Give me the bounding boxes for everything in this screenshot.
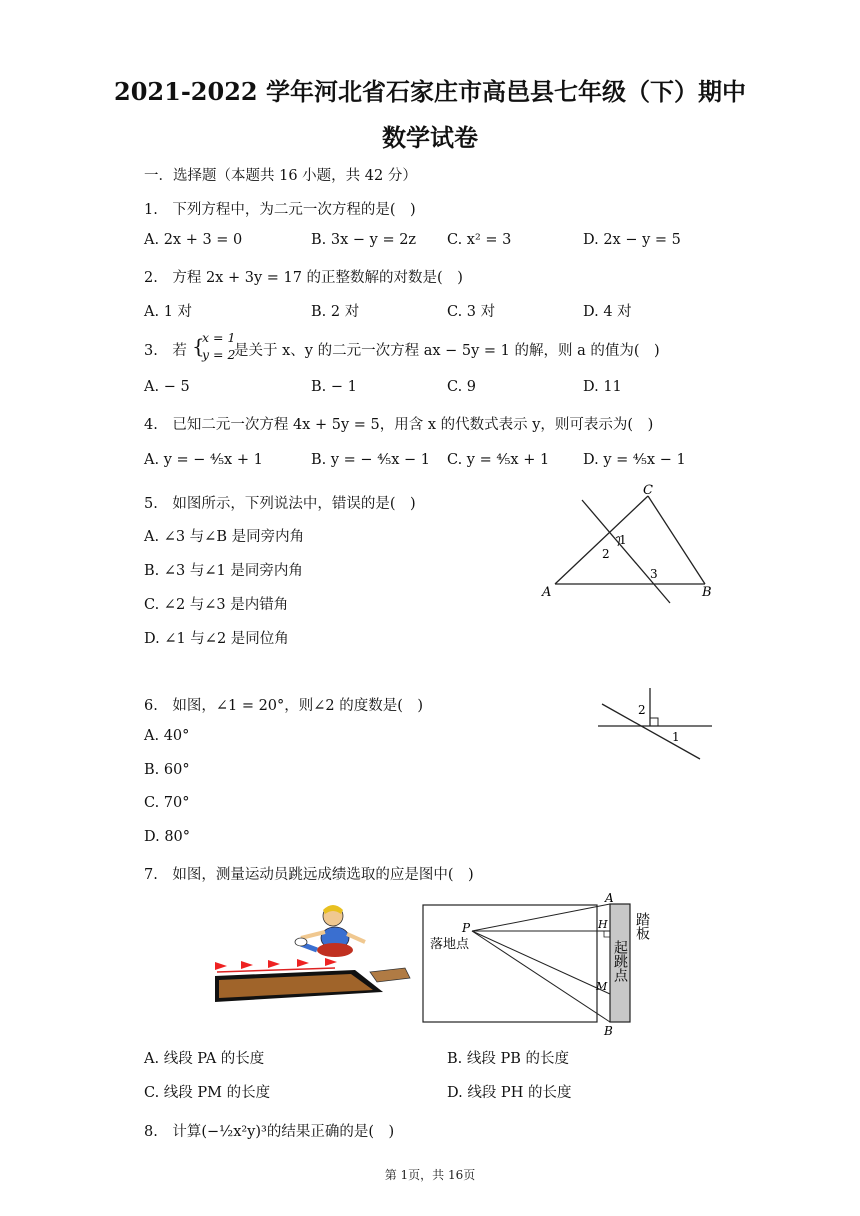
q5-option-c: C. ∠2 与∠3 是内错角 bbox=[144, 597, 289, 613]
label-angle-2: 2 bbox=[638, 703, 646, 717]
label-angle-2: 2 bbox=[602, 547, 610, 561]
triangle-figure bbox=[530, 478, 730, 608]
q1-option-c: C. x² = 3 bbox=[447, 232, 512, 248]
question-2-stem: 2. 方程 2x + 3y = 17 的正整数解的对数是( ) bbox=[144, 270, 463, 286]
q4-option-b: B. y = − ⁴⁄₅x − 1 bbox=[311, 452, 431, 468]
question-3-stem: 是关于 x、y 的二元一次方程 ax − 5y = 1 的解，则 a 的值为( ) bbox=[234, 343, 660, 359]
q2-option-c: C. 3 对 bbox=[447, 304, 496, 320]
long-jump-illustration bbox=[205, 898, 415, 1023]
q1-option-a: A. 2x + 3 = 0 bbox=[144, 232, 243, 248]
q7-option-a: A. 线段 PA 的长度 bbox=[144, 1051, 265, 1067]
q1-option-d: D. 2x − y = 5 bbox=[583, 232, 681, 248]
q3-option-d: D. 11 bbox=[583, 379, 622, 395]
label-b: B bbox=[702, 585, 712, 600]
question-3-prefix: 3. 若 bbox=[144, 343, 187, 359]
q2-option-d: D. 4 对 bbox=[583, 304, 632, 320]
q5-option-a: A. ∠3 与∠B 是同旁内角 bbox=[144, 529, 305, 545]
label-b: B bbox=[604, 1024, 613, 1038]
angle-figure bbox=[592, 684, 717, 764]
label-a: A bbox=[605, 891, 614, 905]
label-angle-3: 3 bbox=[650, 567, 658, 581]
q4-option-a: A. y = − ⁴⁄₅x + 1 bbox=[144, 452, 263, 468]
label-c: C bbox=[643, 483, 653, 498]
paper-title-line1: 2021-2022 学年河北省石家庄市高邑县七年级（下）期中 bbox=[114, 77, 746, 106]
q1-option-b: B. 3x − y = 2z bbox=[311, 232, 417, 248]
label-p: P bbox=[462, 921, 471, 935]
q2-option-a: A. 1 对 bbox=[144, 304, 193, 320]
q6-option-c: C. 70° bbox=[144, 795, 190, 811]
system-bottom-eq: y = 2 bbox=[202, 347, 236, 362]
q3-option-b: B. − 1 bbox=[311, 379, 357, 395]
question-7-stem: 7. 如图，测量运动员跳远成绩选取的应是图中( ) bbox=[144, 867, 474, 883]
jump-measure-diagram bbox=[420, 890, 660, 1040]
q5-option-d: D. ∠1 与∠2 是同位角 bbox=[144, 631, 289, 647]
label-m: M bbox=[596, 980, 608, 993]
label-landing: 落地点 bbox=[430, 937, 470, 952]
q7-option-d: D. 线段 PH 的长度 bbox=[447, 1085, 572, 1101]
paper-title-line2: 数学试卷 bbox=[382, 123, 478, 152]
label-angle-1: 1 bbox=[619, 533, 627, 547]
page-footer: 第 1页，共 16页 bbox=[384, 1168, 476, 1182]
question-8-stem: 8. 计算(−½x²y)³的结果正确的是( ) bbox=[144, 1124, 395, 1140]
label-takeoff: 起跳点 bbox=[612, 940, 628, 982]
system-top-eq: x = 1 bbox=[202, 330, 236, 345]
q5-option-b: B. ∠3 与∠1 是同旁内角 bbox=[144, 563, 303, 579]
q3-option-a: A. − 5 bbox=[144, 379, 190, 395]
question-5-stem: 5. 如图所示，下列说法中，错误的是( ) bbox=[144, 496, 416, 512]
q3-option-c: C. 9 bbox=[447, 379, 477, 395]
label-h: H bbox=[598, 918, 608, 931]
label-angle-1: 1 bbox=[672, 730, 680, 744]
q4-option-c: C. y = ⁴⁄₅x + 1 bbox=[447, 452, 550, 468]
label-a: A bbox=[542, 585, 552, 600]
q4-option-d: D. y = ⁴⁄₅x − 1 bbox=[583, 452, 686, 468]
label-board: 踏板 bbox=[634, 912, 650, 940]
question-1-stem: 1. 下列方程中，为二元一次方程的是( ) bbox=[144, 202, 416, 218]
question-6-stem: 6. 如图，∠1 = 20°，则∠2 的度数是( ) bbox=[144, 698, 424, 714]
system-brace: { bbox=[192, 334, 205, 358]
q6-option-a: A. 40° bbox=[144, 728, 190, 744]
q2-option-b: B. 2 对 bbox=[311, 304, 360, 320]
q7-option-b: B. 线段 PB 的长度 bbox=[447, 1051, 570, 1067]
q6-option-d: D. 80° bbox=[144, 829, 191, 845]
q7-option-c: C. 线段 PM 的长度 bbox=[144, 1085, 271, 1101]
q6-option-b: B. 60° bbox=[144, 762, 190, 778]
question-4-stem: 4. 已知二元一次方程 4x + 5y = 5，用含 x 的代数式表示 y，则可表示为( ) bbox=[144, 417, 654, 433]
section-header: 一．选择题（本题共 16 小题，共 42 分） bbox=[144, 168, 417, 184]
